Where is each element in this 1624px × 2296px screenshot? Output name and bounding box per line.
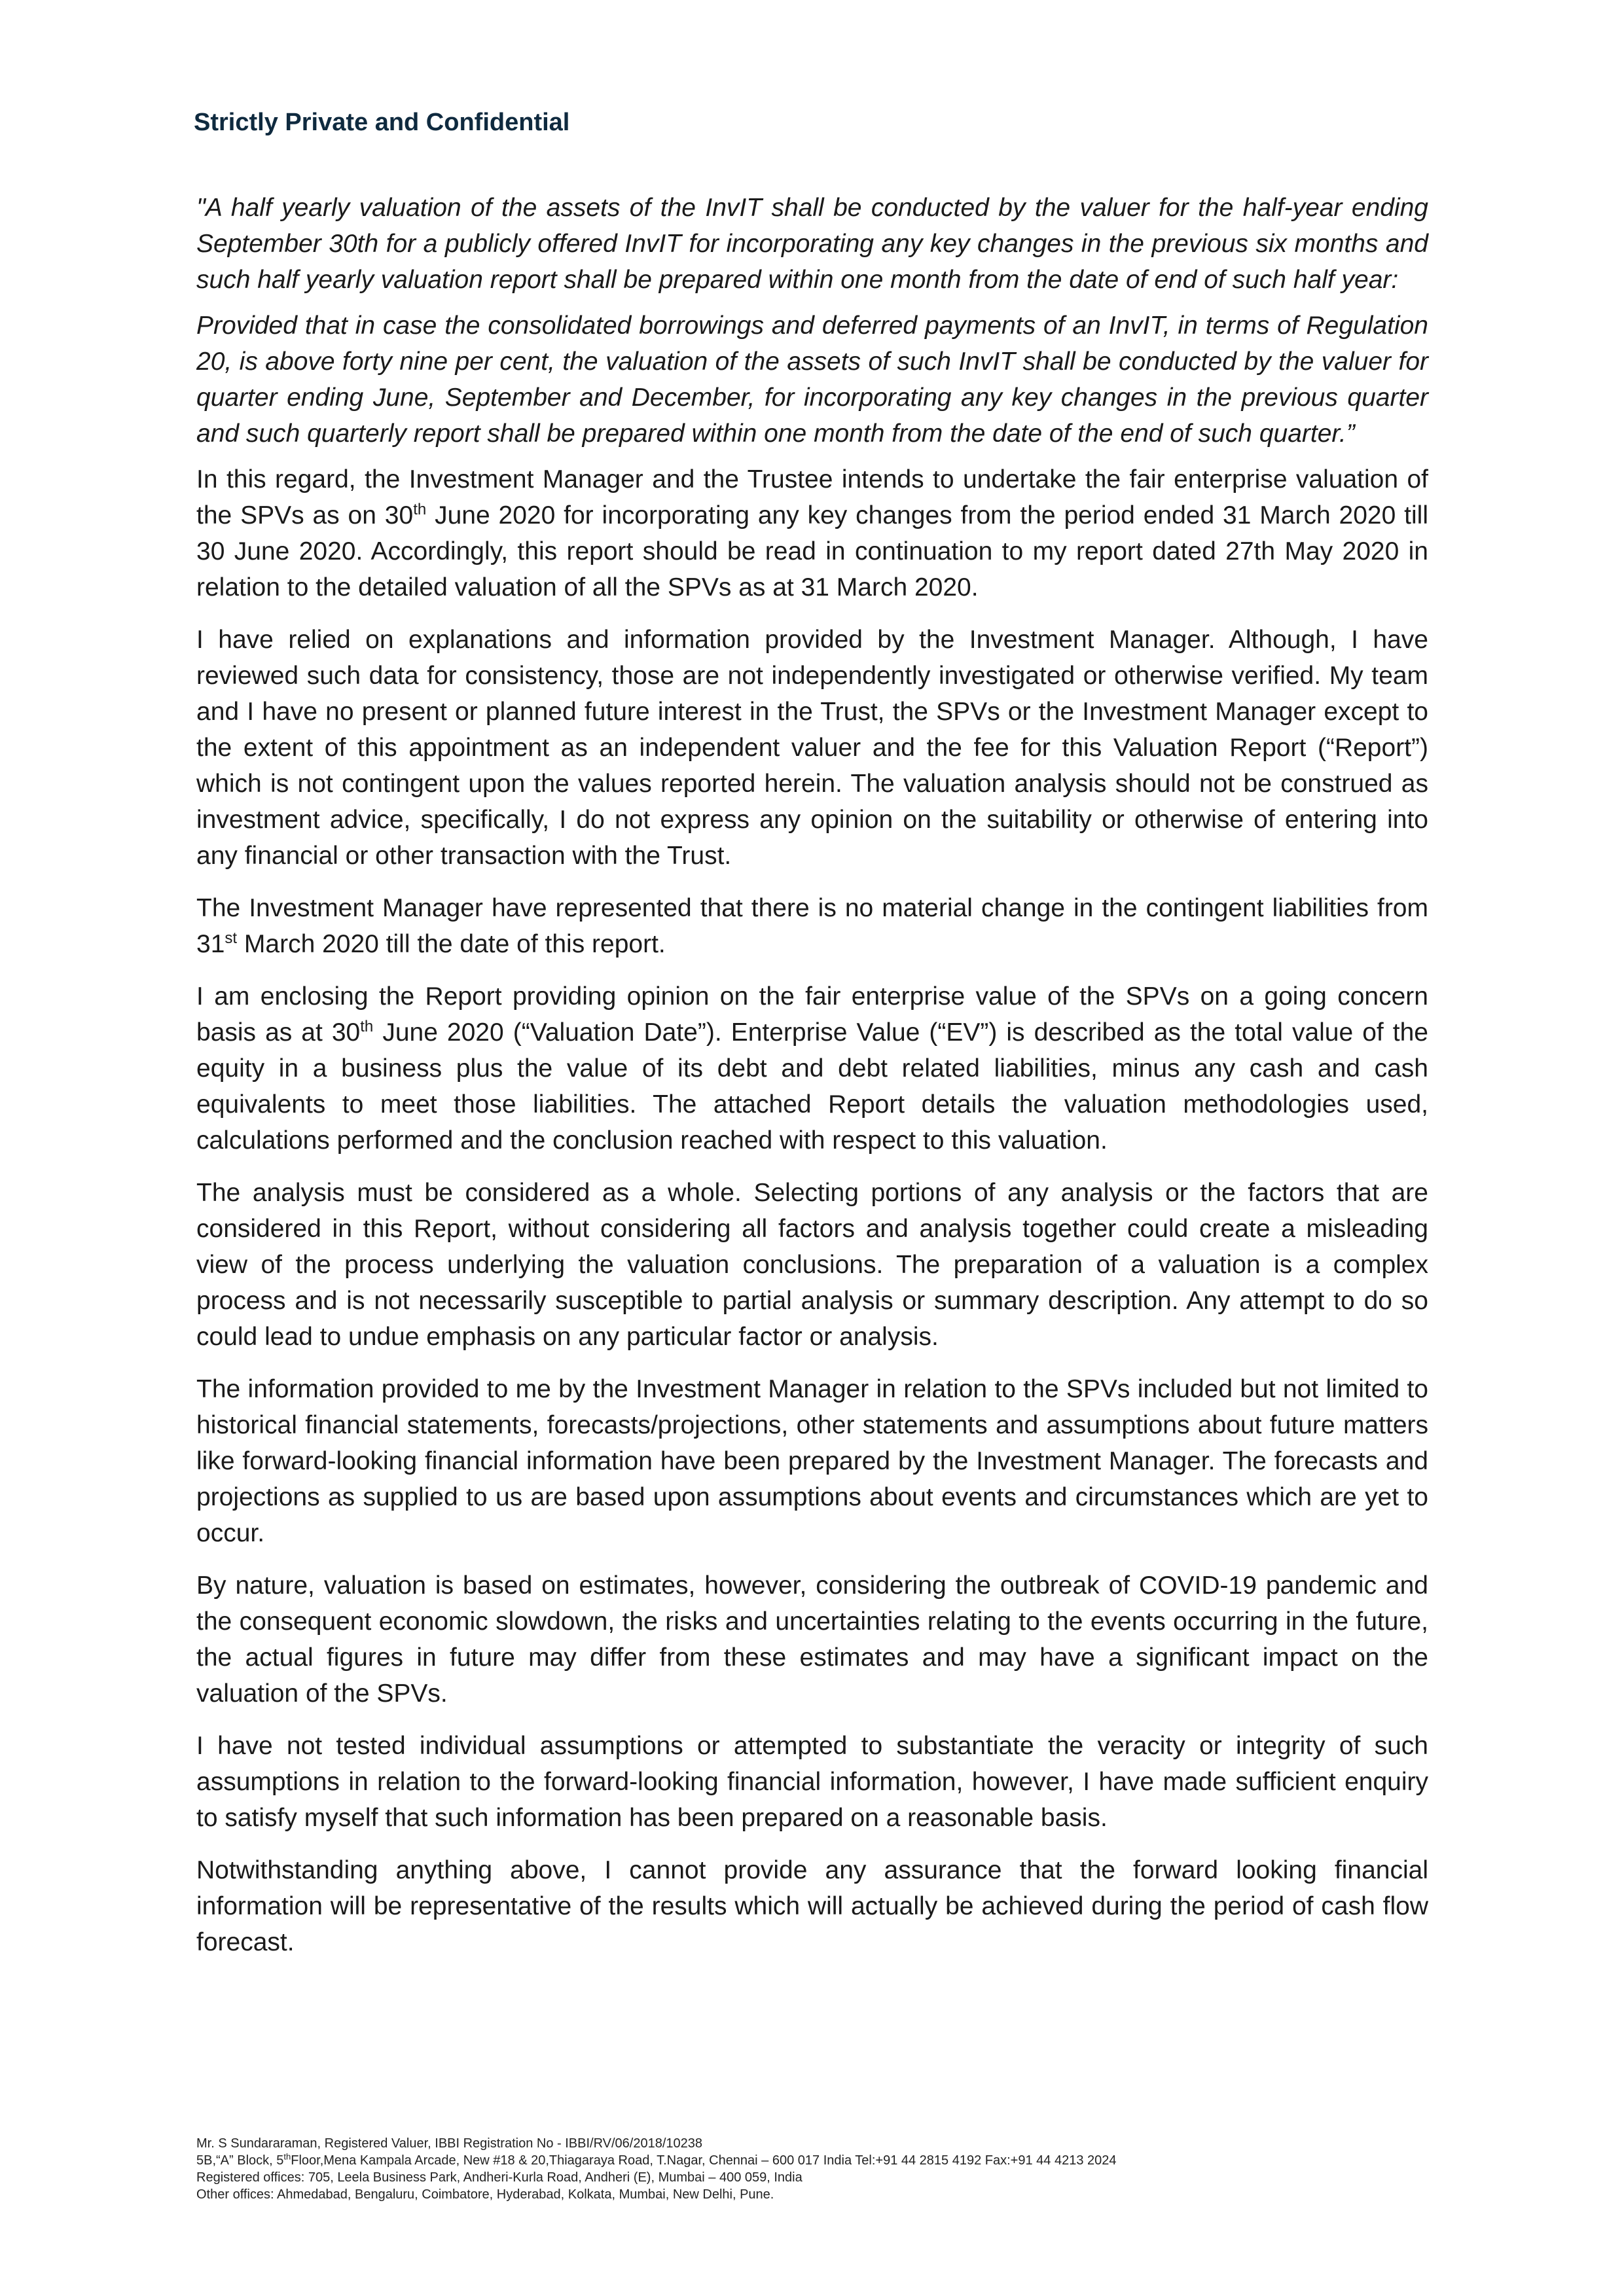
text-segment: The Investment Manager have represented that there is no material change in the contingent liabilities from 31 xyxy=(196,894,1428,958)
text-segment: June 2020 for incorporating any key changes from the period ended 31 March 2020 till 30 June 2020. Accordingly, this report should be read in continuation to my report dated 27th May 2020 in relation to the detailed valuation of all the SPVs as at 31 March 2020. xyxy=(196,501,1428,601)
paragraph-covid-estimates: By nature, valuation is based on estimates, however, considering the outbreak of COVID-19 pandemic and the consequent economic slowdown, the risks and uncertainties relating to the events occurring in the future, the actual figures in future may differ from these estimates and may have a significant impact on the valuation of the SPVs. xyxy=(196,1571,1428,1708)
regulation-quote-paragraph-1: "A half yearly valuation of the assets of the InvIT shall be conducted by the valuer for the half-year ending September 30th for a publicly offered InvIT for incorporating any key changes in the previous six months and such half yearly valuation report shall be prepared within one month from the date of end of such half year: xyxy=(196,194,1428,294)
footer-other-offices-line: Other offices: Ahmedabad, Bengaluru, Coimbatore, Hyderabad, Kolkata, Mumbai, New Delhi, Pune. xyxy=(196,2187,774,2202)
ordinal-superscript: st xyxy=(225,929,238,947)
regulation-quote-paragraph-2: Provided that in case the consolidated borrowings and deferred payments of an InvIT, in terms of Regulation 20, is above forty nine per cent, the valuation of the assets of such InvIT shall be conducted by the valuer for quarter ending June, September and December, for incorporating any key changes in the previous quarter and such quarterly report shall be prepared within one month from the date of the end of such quarter.” xyxy=(196,312,1428,448)
footer-valuer-line: Mr. S Sundararaman, Registered Valuer, IBBI Registration No - IBBI/RV/06/2018/10238 xyxy=(196,2136,703,2151)
footer-address-line xyxy=(196,2152,1440,2169)
text-segment: June 2020 (“Valuation Date”). Enterprise Value (“EV”) is described as the total value of the equity in a business plus the value of its debt and debt related liabilities, minus any cash and cash equivalents to meet those liabilities. The attached Report details the valuation methodologies used, calculations performed and the conclusion reached with respect to this valuation. xyxy=(196,1018,1428,1155)
confidentiality-header: Strictly Private and Confidential xyxy=(194,109,570,136)
ordinal-superscript: th xyxy=(283,2151,291,2162)
ordinal-superscript: th xyxy=(413,501,427,518)
text-segment: 5B,“A” Block, 5 xyxy=(196,2153,284,2168)
text-segment: I am enclosing the Report providing opinion on the fair enterprise value of the SPVs on a going concern basis as at 30 xyxy=(196,982,1428,1047)
paragraph-assumptions: I have not tested individual assumptions or attempted to substantiate the veracity or integrity of such assumptions in relation to the forward-looking financial information, however, I have made sufficient enquiry to satisfy myself that such information has been prepared on a reasonable basis. xyxy=(196,1732,1428,1832)
paragraph-no-assurance: Notwithstanding anything above, I cannot provide any assurance that the forward looking financial information will be representative of the results which will actually be achieved during the period of cash flow forecast. xyxy=(196,1856,1428,1956)
paragraph-contingent-liabilities xyxy=(196,890,1428,962)
paragraph-reliance: I have relied on explanations and information provided by the Investment Manager. Although, I have reviewed such data for consistency, those are not independently investigated or otherwise verified. My team and I have no present or planned future interest in the Trust, the SPVs or the Investment Manager except to the extent of this appointment as an independent valuer and the fee for this Valuation Report (“Report”) which is not contingent upon the values reported herein. The valuation analysis should not be construed as investment advice, specifically, I do not express any opinion on the suitability or otherwise of entering into any financial or other transaction with the Trust. xyxy=(196,626,1428,870)
letterhead-footer xyxy=(196,2135,1440,2203)
text-segment: March 2020 till the date of this report. xyxy=(237,930,666,958)
paragraph-valuation-purpose xyxy=(196,461,1428,605)
paragraph-information-provided: The information provided to me by the Investment Manager in relation to the SPVs included but not limited to historical financial statements, forecasts/projections, other statements and assumptions about future matters like forward-looking financial information have been prepared by the Investment Manager. The forecasts and projections as supplied to us are based upon assumptions about events and circumstances which are yet to occur. xyxy=(196,1375,1428,1547)
text-segment: In this regard, the Investment Manager and the Trustee intends to undertake the fair enterprise valuation of the SPVs as on 30 xyxy=(196,465,1428,529)
footer-registered-office-line: Registered offices: 705, Leela Business Park, Andheri-Kurla Road, Andheri (E), Mumbai – 400 059, India xyxy=(196,2170,803,2185)
paragraph-analysis-whole: The analysis must be considered as a whole. Selecting portions of any analysis or the factors that are considered in this Report, without considering all factors and analysis together could create a misleading view of the process underlying the valuation conclusions. The preparation of a valuation is a complex process and is not necessarily susceptible to partial analysis or summary description. Any attempt to do so could lead to undue emphasis on any particular factor or analysis. xyxy=(196,1179,1428,1351)
text-segment: Floor,Mena Kampala Arcade, New #18 & 20,Thiagaraya Road, T.Nagar, Chennai – 600 017 India Tel:+91 44 2815 4192 Fax:+91 44 4213 2024 xyxy=(291,2153,1117,2168)
ordinal-superscript: th xyxy=(360,1018,374,1035)
paragraph-enterprise-value xyxy=(196,978,1428,1158)
letter-body xyxy=(196,190,1428,1977)
